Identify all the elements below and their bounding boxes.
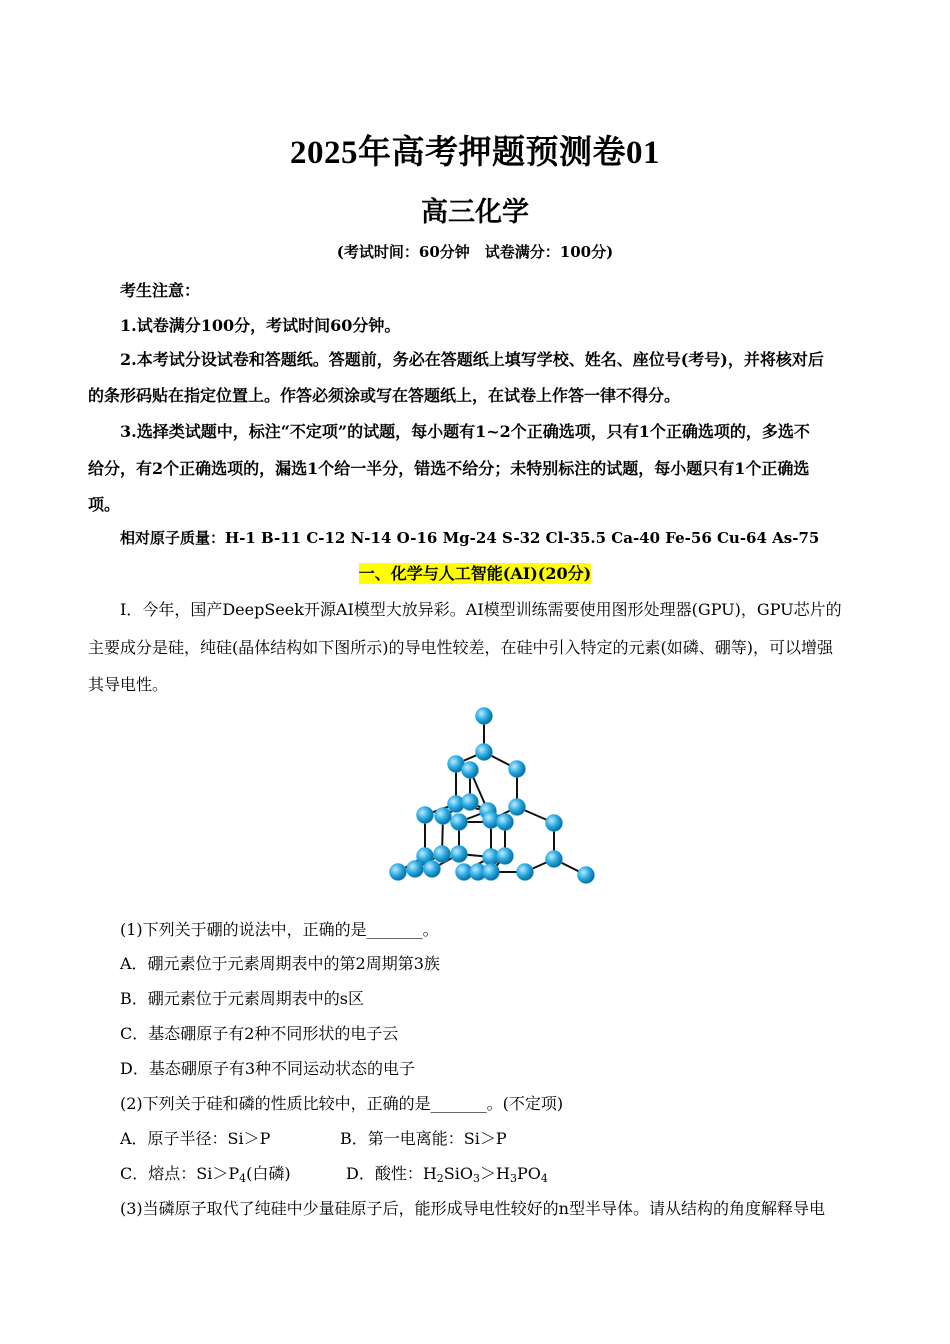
q1-option-a: A．硼元素位于元素周期表中的第2周期第3族 bbox=[120, 954, 440, 973]
silicon-atom bbox=[451, 846, 468, 863]
silicon-atom bbox=[497, 848, 514, 865]
section-heading-highlight: 一、化学与人工智能(AI)(20分) bbox=[358, 564, 592, 583]
q2-option-a: A．原子半径：Si＞P bbox=[120, 1129, 271, 1148]
silicon-atom bbox=[424, 861, 441, 878]
q2-option-d-text: D．酸性：H bbox=[346, 1164, 437, 1183]
notice-item-2-line-1: 2.本考试分设试卷和答题纸。答题前，务必在答题纸上填写学校、姓名、座位号(考号)，并将核对后 bbox=[120, 350, 824, 369]
atomic-mass-line: 相对原子质量：H-1 B-11 C-12 N-14 O-16 Mg-24 S-32 Cl-35.5 Ca-40 Fe-56 Cu-64 As-75 bbox=[120, 529, 820, 547]
silicon-atom bbox=[417, 807, 434, 824]
silicon-atom bbox=[390, 864, 407, 881]
q2-option-d-sub-3: 3 bbox=[509, 1172, 517, 1185]
silicon-atom bbox=[462, 794, 479, 811]
notice-item-3-line-3: 项。 bbox=[88, 495, 121, 514]
silicon-atom bbox=[509, 761, 526, 778]
notice-item-2-line-2: 的条形码贴在指定位置上。作答必须涂或写在答题纸上，在试卷上作答一律不得分。 bbox=[88, 386, 681, 405]
q1-option-b: B．硼元素位于元素周期表中的s区 bbox=[120, 989, 364, 1008]
notice-item-3-line-1: 3.选择类试题中，标注“不定项”的试题，每小题有1~2个正确选项，只有1个正确选项的，多选不 bbox=[120, 422, 810, 441]
q1-stem: (1)下列关于硼的说法中，正确的是_______。 bbox=[120, 920, 439, 939]
q1-option-d: D．基态硼原子有3种不同运动状态的电子 bbox=[120, 1059, 416, 1078]
q2-option-c-text: C．熔点：Si＞P bbox=[120, 1164, 240, 1183]
silicon-atom bbox=[546, 815, 563, 832]
silicon-atom bbox=[517, 864, 534, 881]
silicon-atom bbox=[407, 861, 424, 878]
silicon-atom bbox=[435, 808, 452, 825]
intro-line-1: I．今年，国产DeepSeek开源AI模型大放异彩。AI模型训练需要使用图形处理器(GPU)，GPU芯片的 bbox=[120, 600, 842, 619]
q3-stem: (3)当磷原子取代了纯硅中少量硅原子后，能形成导电性较好的n型半导体。请从结构的角度解释导电 bbox=[120, 1199, 825, 1218]
silicon-atom bbox=[434, 846, 451, 863]
q2-stem: (2)下列关于硅和磷的性质比较中，正确的是_______。(不定项) bbox=[120, 1094, 564, 1113]
q2-option-d-part-2: ＞H bbox=[480, 1164, 510, 1183]
silicon-atom bbox=[476, 708, 493, 725]
q2-option-c-subscript: 4 bbox=[239, 1172, 247, 1185]
q2-option-c bbox=[120, 1161, 291, 1184]
exam-subtitle: 高三化学 bbox=[421, 197, 529, 228]
silicon-crystal-structure-figure bbox=[380, 702, 610, 892]
silicon-atom bbox=[483, 864, 500, 881]
silicon-atom bbox=[451, 814, 468, 831]
silicon-atom bbox=[497, 814, 514, 831]
silicon-atom bbox=[546, 851, 563, 868]
q2-option-d-sub-2: 3 bbox=[473, 1172, 480, 1185]
q2-option-d-part-3: PO bbox=[516, 1164, 541, 1183]
q2-option-d-sub-1: 2 bbox=[436, 1172, 444, 1185]
q2-option-d-sub-4: 4 bbox=[540, 1172, 548, 1185]
q2-option-d-part-1: SiO bbox=[443, 1164, 473, 1183]
q1-option-c: C．基态硼原子有2种不同形状的电子云 bbox=[120, 1024, 399, 1043]
q2-option-c-suffix: (白磷) bbox=[246, 1164, 291, 1183]
silicon-atom bbox=[578, 867, 595, 884]
crystal-atoms bbox=[390, 708, 595, 884]
notice-heading: 考生注意： bbox=[120, 281, 201, 300]
silicon-atom bbox=[462, 762, 479, 779]
notice-item-1: 1.试卷满分100分，考试时间60分钟。 bbox=[120, 316, 401, 335]
notice-item-3-line-2: 给分，有2个正确选项的，漏选1个给一半分，错选不给分；未特别标注的试题，每小题只有1个正确选 bbox=[88, 459, 810, 478]
silicon-atom bbox=[476, 744, 493, 761]
intro-line-2: 主要成分是硅，纯硅(晶体结构如下图所示)的导电性较差，在硅中引入特定的元素(如磷、硼等)，可以增强 bbox=[88, 638, 833, 657]
silicon-atom bbox=[509, 799, 526, 816]
section-heading bbox=[0, 561, 950, 584]
q2-option-b: B．第一电离能：Si＞P bbox=[340, 1129, 507, 1148]
intro-line-3: 其导电性。 bbox=[88, 675, 169, 694]
exam-info: (考试时间：60分钟 试卷满分：100分) bbox=[336, 243, 614, 261]
q2-option-d bbox=[346, 1161, 548, 1184]
exam-title: 2025年高考押题预测卷01 bbox=[290, 135, 660, 171]
